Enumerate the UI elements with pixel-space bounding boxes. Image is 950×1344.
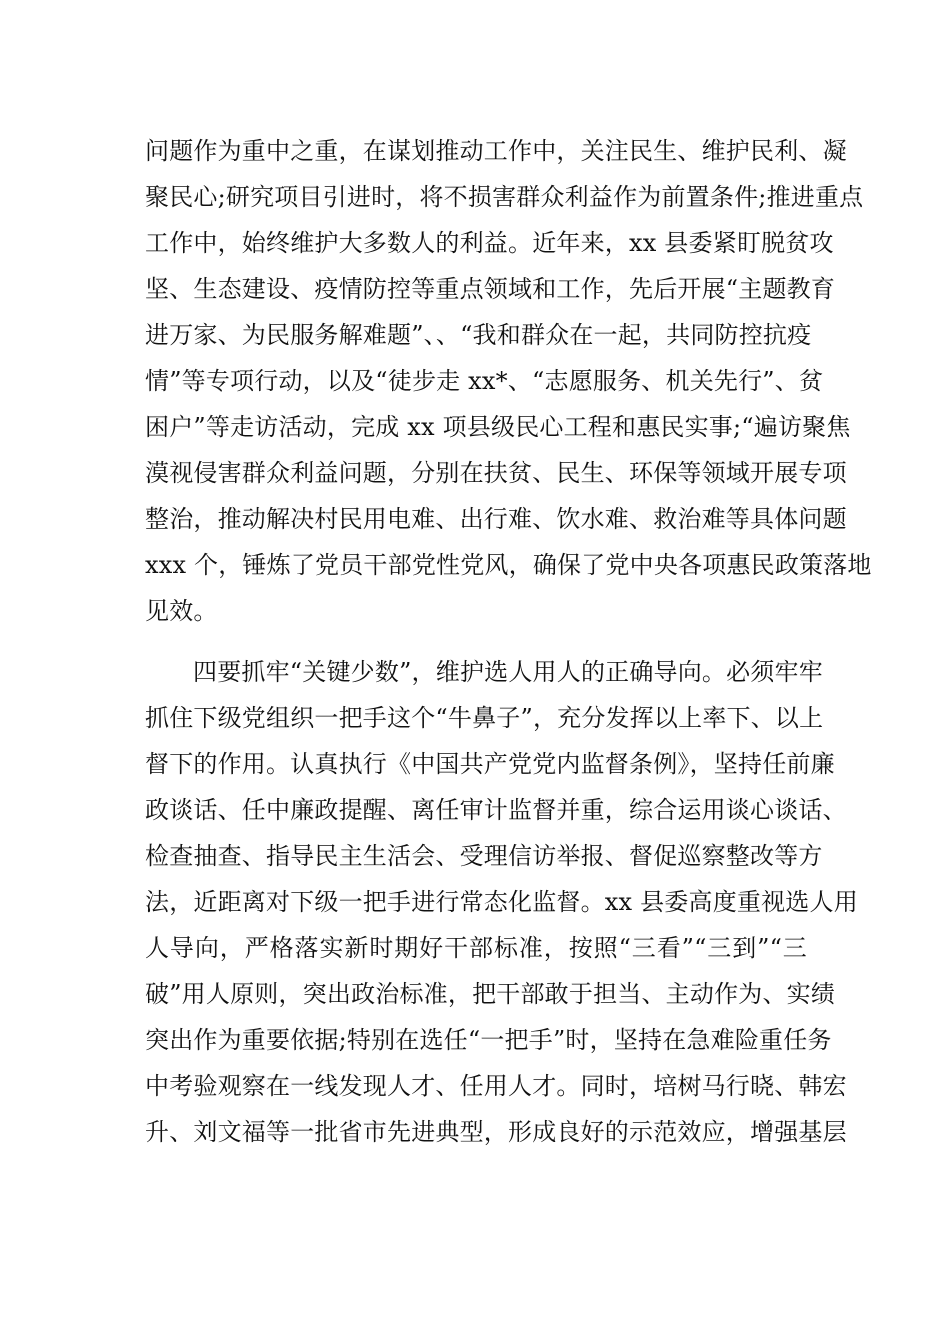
text-line: 四要抓牢“关键少数”，维护选人用人的正确导向。必须牢牢 (193, 658, 823, 686)
text-line: 聚民心;研究项目引进时，将不损害群众利益作为前置条件;推进重点 (145, 183, 864, 211)
text-line: 政谈话、任中廉政提醒、离任审计监督并重，综合运用谈心谈话、 (145, 796, 847, 824)
text-line: 问题作为重中之重，在谋划推动工作中，关注民生、维护民利、凝 (145, 137, 847, 165)
text-line: xxx 个，锤炼了党员干部党性党风，确保了党中央各项惠民政策落地 (145, 551, 872, 579)
text-line: 漠视侵害群众利益问题，分别在扶贫、民生、环保等领域开展专项 (145, 459, 847, 487)
text-line: 抓住下级党组织一把手这个“牛鼻子”，充分发挥以上率下、以上 (145, 704, 824, 732)
text-line: 升、刘文福等一批省市先进典型，形成良好的示范效应，增强基层 (145, 1118, 847, 1146)
text-line: 情”等专项行动，以及“徒步走 xx*、“志愿服务、机关先行”、贫 (145, 367, 824, 395)
text-line: 困户”等走访活动，完成 xx 项县级民心工程和惠民实事;“遍访聚焦 (145, 413, 851, 441)
text-line: 人导向，严格落实新时期好干部标准，按照“三看”“三到”“三 (145, 934, 807, 962)
text-line: 见效。 (145, 597, 218, 625)
text-line: 破”用人原则，突出政治标准，把干部敢于担当、主动作为、实绩 (145, 980, 836, 1008)
text-line: 进万家、为民服务解难题”、、“我和群众在一起，共同防控抗疫 (145, 321, 812, 349)
text-line: 中考验观察在一线发现人才、任用人才。同时，培树马行晓、韩宏 (145, 1072, 847, 1100)
text-line: 督下的作用。认真执行《中国共产党党内监督条例》，坚持任前廉 (145, 750, 835, 778)
text-line: 检查抽查、指导民主生活会、受理信访举报、督促巡察整改等方 (145, 842, 823, 870)
text-line: 法，近距离对下级一把手进行常态化监督。xx 县委高度重视选人用 (145, 888, 858, 916)
text-line: 突出作为重要依据;特别在选任“一把手”时，坚持在急难险重任务 (145, 1026, 832, 1054)
text-line: 工作中，始终维护大多数人的利益。近年来，xx 县委紧盯脱贫攻 (145, 229, 834, 257)
text-line: 整治，推动解决村民用电难、出行难、饮水难、救治难等具体问题 (145, 505, 847, 533)
text-line: 坚、生态建设、疫情防控等重点领域和工作，先后开展“主题教育 (145, 275, 836, 303)
